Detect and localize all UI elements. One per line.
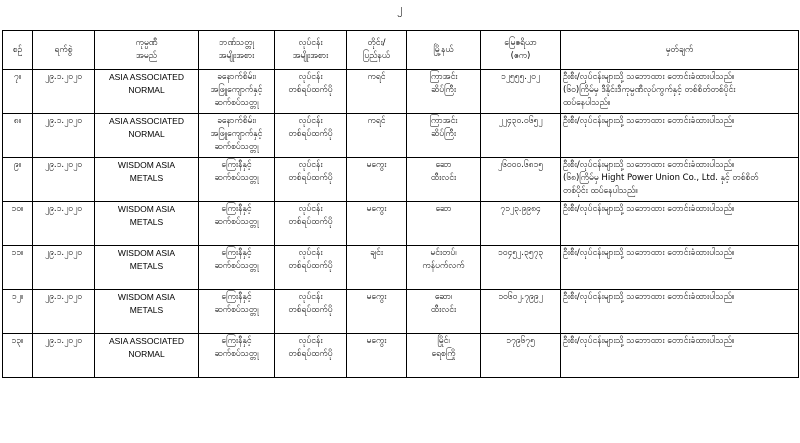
table-row xyxy=(3,114,799,158)
cell-state: မကွေး xyxy=(347,334,407,378)
cell-no: ၈။ xyxy=(3,114,33,158)
cell-remark: ဦးစီး/လုပ်ငန်းများသို့ သဘောထား တောင်းခံထားပါသည်။ xyxy=(561,290,799,334)
cell-date: ၂၉.၁.၂၀၂၀ xyxy=(33,246,95,290)
cell-area: ၂၂၄၃၀.၀၆၅၂ xyxy=(481,114,561,158)
cell-remark: ဦးစီး/လုပ်ငန်းများသို့ သဘောထား တောင်းခံထားပါသည်။ xyxy=(561,246,799,290)
cell-business-type: ကြေးနီနှင့် ဆက်စပ်သတ္တု xyxy=(199,290,275,334)
cell-township: ဆော ထီးလင်း xyxy=(407,158,481,202)
cell-no: ၁၂။ xyxy=(3,290,33,334)
cell-company: WISDOM ASIA METALS xyxy=(95,158,199,202)
cell-no: ၉။ xyxy=(3,158,33,202)
cell-area: ၁၂၅၅၅.၂၀၂ xyxy=(481,70,561,114)
cell-remark: ဦးစီး/လုပ်ငန်းများသို့ သဘောထား တောင်းခံထားပါသည်။ (၆၈)ကြိမ်မှ Hight Power Union Co., Ltd. နှင့် တစ်စိတ် တစ်ပိုင်း ထပ်နေပါသည်။ xyxy=(561,158,799,202)
cell-license-type: လုပ်ငန်း တစ်ရပ်ထက်ပို xyxy=(275,158,347,202)
cell-state: မကွေး xyxy=(347,290,407,334)
table-row xyxy=(3,158,799,202)
cell-license-type: လုပ်ငန်း တစ်ရပ်ထက်ပို xyxy=(275,114,347,158)
cell-license-type: လုပ်ငန်း တစ်ရပ်ထက်ပို xyxy=(275,202,347,246)
cell-state: ကရင် xyxy=(347,70,407,114)
cell-area: ၇၁၂၃.၉၉၈၄ xyxy=(481,202,561,246)
cell-date: ၂၉.၁.၂၀၂၀ xyxy=(33,114,95,158)
cell-no: ၁၃။ xyxy=(3,334,33,378)
cell-business-type: ကြေးနီနှင့် ဆက်စပ်သတ္တု xyxy=(199,202,275,246)
cell-remark: ဦးစီး/လုပ်ငန်းများသို့ သဘောထား တောင်းခံထားပါသည်။ xyxy=(561,202,799,246)
cell-township: ကြာအင်း ဆိပ်ကြီး xyxy=(407,114,481,158)
cell-remark: ဦးစီး/လုပ်ငန်းများသို့ သဘောထား တောင်းခံထားပါသည်။ xyxy=(561,334,799,378)
cell-area: ၁၇၉၆၇၅ xyxy=(481,334,561,378)
cell-date: ၂၉.၁.၂၀၂၀ xyxy=(33,290,95,334)
cell-business-type: ကြေးနီနှင့် ဆက်စပ်သတ္တု xyxy=(199,334,275,378)
header-license-type: လုပ်ငန်း အမျိုးအစား xyxy=(275,31,347,70)
cell-no: ၁၁။ xyxy=(3,246,33,290)
cell-company: WISDOM ASIA METALS xyxy=(95,246,199,290)
license-table xyxy=(2,30,799,378)
cell-date: ၂၉.၁.၂၀၂၀ xyxy=(33,70,95,114)
table-row xyxy=(3,290,799,334)
cell-business-type: ခနောက်စိမ်း၊ အဖြူကျောက်နှင့် ဆက်စပ်သတ္တု xyxy=(199,114,275,158)
table-row xyxy=(3,202,799,246)
cell-date: ၂၉.၁.၂၀၂၀ xyxy=(33,202,95,246)
cell-license-type: လုပ်ငန်း တစ်ရပ်ထက်ပို xyxy=(275,246,347,290)
cell-license-type: လုပ်ငန်း တစ်ရပ်ထက်ပို xyxy=(275,290,347,334)
header-business-type: ဘဏ်သတ္တု အမျိုးအစား xyxy=(199,31,275,70)
cell-license-type: လုပ်ငန်း တစ်ရပ်ထက်ပို xyxy=(275,70,347,114)
header-state: တိုင်း/ ပြည်နယ် xyxy=(347,31,407,70)
cell-business-type: ကြေးနီနှင့် ဆက်စပ်သတ္တု xyxy=(199,158,275,202)
cell-remark: ဦးစီး/လုပ်ငန်းများသို့ သဘောထား တောင်းခံထားပါသည်။ (၆၀)ကြိမ်မှ ဒီနိုင်းဒီကုမ္ပဏီလုပ်ကွက်နှင့် တစ်စိတ်တစ်ပိုင်း ထပ်နေပါသည်။ xyxy=(561,70,799,114)
cell-company: ASIA ASSOCIATED NORMAL xyxy=(95,334,199,378)
cell-area: ၂၆၀၀၀.၆၈၁၅ xyxy=(481,158,561,202)
cell-business-type: ခနောက်စိမ်း၊ အဖြူကျောက်နှင့် ဆက်စပ်သတ္တု xyxy=(199,70,275,114)
header-remark: မှတ်ချက် xyxy=(561,31,799,70)
cell-township: ဆော xyxy=(407,202,481,246)
cell-company: ASIA ASSOCIATED NORMAL xyxy=(95,114,199,158)
cell-area: ၁၀၆၀၂.၇၉၉၂ xyxy=(481,290,561,334)
cell-date: ၂၉.၁.၂၀၂၀ xyxy=(33,158,95,202)
cell-company: WISDOM ASIA METALS xyxy=(95,202,199,246)
cell-state: ကရင် xyxy=(347,114,407,158)
cell-date: ၂၉.၁.၂၀၂၀ xyxy=(33,334,95,378)
cell-company: WISDOM ASIA METALS xyxy=(95,290,199,334)
cell-township: မင်းတပ်၊ ကန်ပက်လက် xyxy=(407,246,481,290)
cell-no: ၇။ xyxy=(3,70,33,114)
table-row xyxy=(3,246,799,290)
header-no: စဉ် xyxy=(3,31,33,70)
cell-remark: ဦးစီး/လုပ်ငန်းများသို့ သဘောထား တောင်းခံထားပါသည်။ xyxy=(561,114,799,158)
table-row xyxy=(3,334,799,378)
header-company: ကုမ္ပဏီ အမည် xyxy=(95,31,199,70)
page-number: ၂ xyxy=(397,2,403,15)
header-area: မြေဧရိယာ (ဧက) xyxy=(481,31,561,70)
cell-township: ကြာအင်း ဆိပ်ကြီး xyxy=(407,70,481,114)
cell-township: ဆော၊ ထီးလင်း xyxy=(407,290,481,334)
cell-state: မကွေး xyxy=(347,202,407,246)
table-row xyxy=(3,70,799,114)
table-body xyxy=(3,70,799,378)
cell-no: ၁၀။ xyxy=(3,202,33,246)
header-row xyxy=(3,31,799,70)
cell-area: ၁၀၄၅၂.၃၅၇၃ xyxy=(481,246,561,290)
cell-state: ချင်း xyxy=(347,246,407,290)
cell-license-type: လုပ်ငန်း တစ်ရပ်ထက်ပို xyxy=(275,334,347,378)
header-date: ရက်စွဲ xyxy=(33,31,95,70)
cell-company: ASIA ASSOCIATED NORMAL xyxy=(95,70,199,114)
header-township: မြို့နယ် xyxy=(407,31,481,70)
cell-state: မကွေး xyxy=(347,158,407,202)
cell-business-type: ကြေးနီနှင့် ဆက်စပ်သတ္တု xyxy=(199,246,275,290)
cell-township: မြိုင်၊ ရေစကြို xyxy=(407,334,481,378)
